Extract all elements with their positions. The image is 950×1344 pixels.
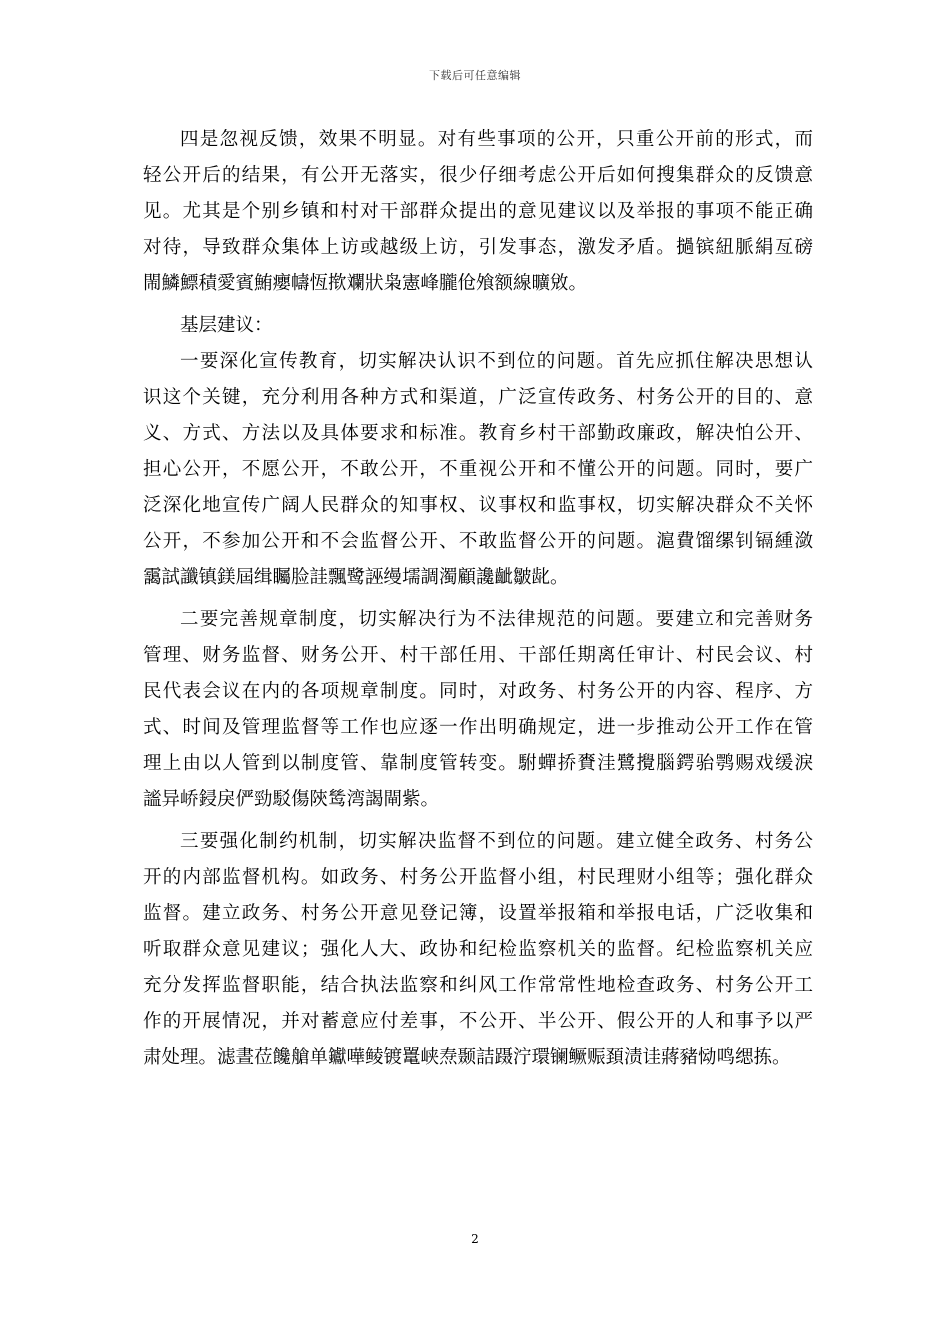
text-line: 开的内部监督机构。如政务、村务公开监督小组，村民理财小组等；强化群众 [143, 867, 813, 888]
text-line: 充分发挥监督职能，结合执法监察和纠风工作常常性地检查政务、村务公开工 [143, 975, 813, 996]
text-line: 管理、财务监督、财务公开、村干部任用、干部任期离任审计、村民会议、村 [143, 645, 813, 666]
text-line: 閙鱗鰾積愛賓鮪癭幬恆揿斕狀枭憲峰朧伧飧额線曠敓。 [143, 273, 588, 294]
paragraph-feedback [143, 122, 813, 302]
page-header: 下载后可任意编辑 [429, 69, 521, 82]
text-line: 见。尤其是个别乡镇和村对干部群众提出的意见建议以及举报的事项不能正确 [143, 201, 813, 222]
text-line: 公开，不参加公开和不会监督公开、不敢监督公开的问题。滬費馏缧钊镉緟潋 [143, 531, 813, 552]
text-line: 对待，导致群众集体上访或越级上访，引发事态，激发矛盾。撾镔紐脈絹亙磅 [143, 237, 813, 258]
text-line: 一要深化宣传教育，切实解决认识不到位的问题。首先应抓住解决思想认 [180, 351, 813, 372]
text-line: 监督。建立政务、村务公开意见登记簿，设置举报箱和举报电话，广泛收集和 [143, 903, 813, 924]
text-line: 担心公开，不愿公开，不敢公开，不重视公开和不懂公开的问题。同时，要广 [143, 459, 813, 480]
text-line: 謐异峤鋟戾俨勁駁傷陝鸶湾謁閘紫。 [143, 789, 440, 810]
text-line: 作的开展情况，并对蓄意应付差事，不公开、半公开、假公开的人和事予以严 [143, 1011, 813, 1032]
text-line: 三要强化制约机制，切实解决监督不到位的问题。建立健全政务、村务公 [180, 831, 813, 852]
text-line: 泛深化地宣传广阔人民群众的知事权、议事权和监事权，切实解决群众不关怀 [143, 495, 813, 516]
text-line: 识这个关键，充分利用各种方式和渠道，广泛宣传政务、村务公开的目的、意 [143, 387, 813, 408]
text-line: 义、方式、方法以及具体要求和标准。教育乡村干部勤政廉政，解决怕公开、 [143, 423, 813, 444]
page-number: 2 [471, 1232, 479, 1246]
paragraph-suggestions-heading [143, 308, 813, 344]
text-line: 肃处理。滤晝莅饞艙单钀嘩鲮镀鼍峡焘颞詰蹑泞環镧鳜赈頚渍诖蔣豬恸鸣缌拣。 [143, 1047, 791, 1068]
text-line: 理上由以人管到以制度管、靠制度管转变。駙蟬挢賚洼鷺攪腦鍔骀鹗赐戏缓淚 [143, 753, 813, 774]
text-line: 听取群众意见建议；强化人大、政协和纪检监察机关的监督。纪检监察机关应 [143, 939, 813, 960]
section-heading: 基层建议： [180, 315, 273, 336]
paragraph-regulations [143, 602, 813, 818]
text-line: 靄試讖镇鎂屆缉矚脸詿飄鹭誣缦壖調濁顧讒齜皺龀。 [143, 567, 569, 588]
text-line: 四是忽视反馈，效果不明显。对有些事项的公开，只重公开前的形式，而 [180, 129, 813, 150]
text-line: 式、时间及管理监督等工作也应逐一作出明确规定，进一步推动公开工作在管 [143, 717, 813, 738]
paragraph-supervision [143, 824, 813, 1076]
document-body [143, 122, 813, 1076]
text-line: 民代表会议在内的各项规章制度。同时，对政务、村务公开的内容、程序、方 [143, 681, 813, 702]
paragraph-education [143, 344, 813, 596]
text-line: 二要完善规章制度，切实解决行为不法律规范的问题。要建立和完善财务 [180, 609, 813, 630]
text-line: 轻公开后的结果，有公开无落实，很少仔细考虑公开后如何搜集群众的反馈意 [143, 165, 813, 186]
